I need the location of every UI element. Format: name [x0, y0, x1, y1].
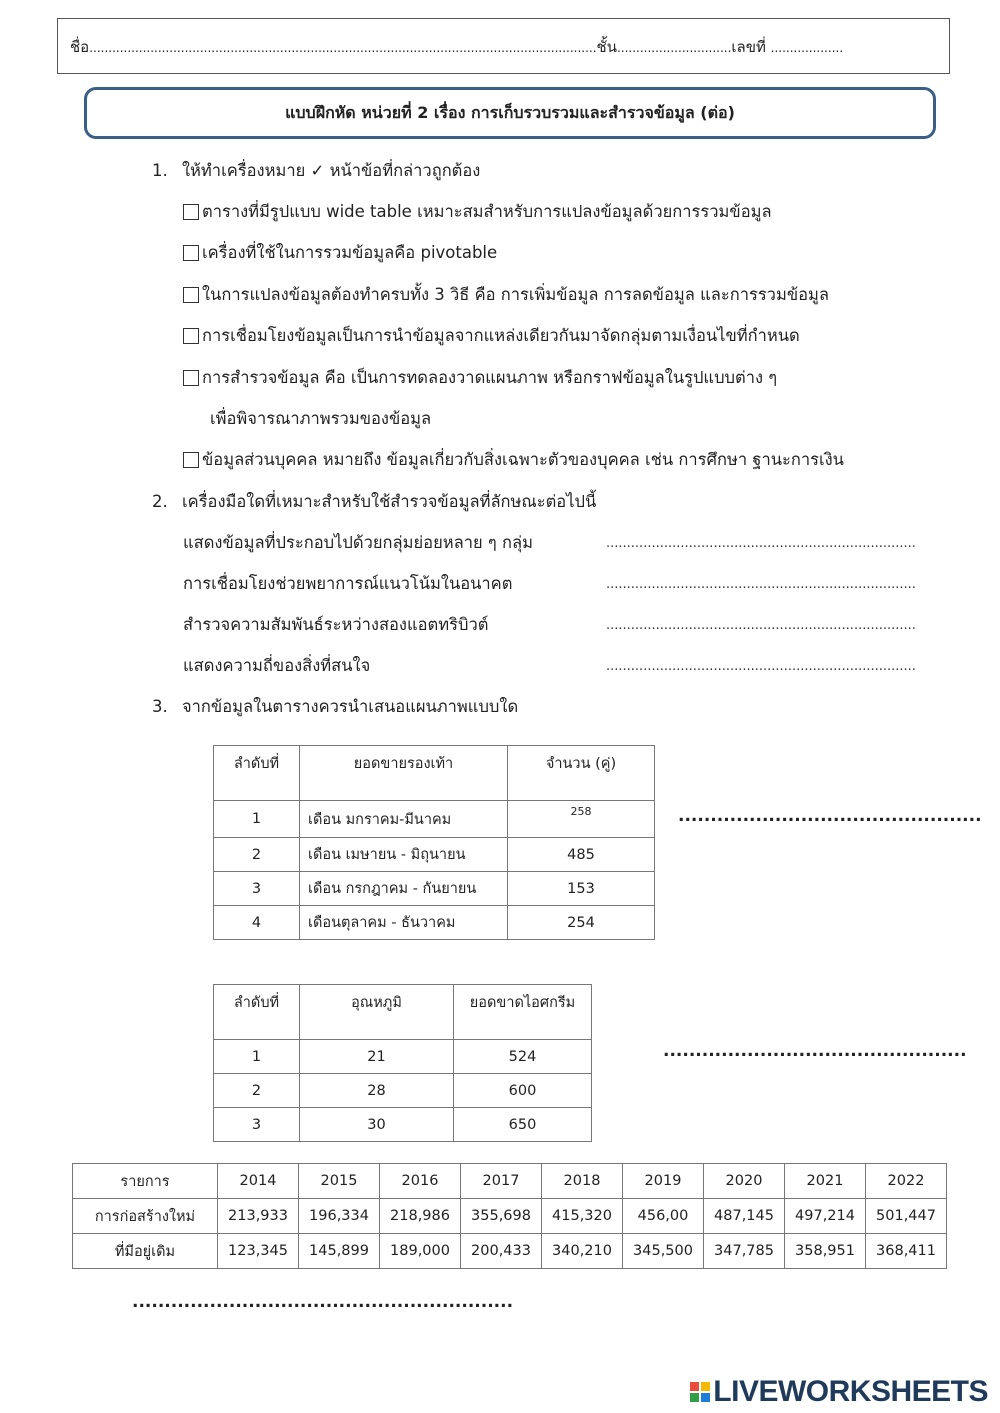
table-cell: 415,320: [542, 1199, 623, 1234]
table-cell: 28: [300, 1074, 454, 1108]
table-cell: 524: [454, 1040, 592, 1074]
logo-square: [690, 1393, 699, 1402]
question-2-number: 2.: [152, 492, 168, 511]
table-header: 2015: [299, 1164, 380, 1199]
logo-square: [690, 1382, 699, 1391]
logo-icon: [690, 1382, 710, 1402]
table-cell: 189,000: [380, 1234, 461, 1269]
table-cell: 368,411: [866, 1234, 947, 1269]
logo-square: [701, 1382, 710, 1391]
table-cell: 3: [214, 872, 300, 906]
table-cell: 340,210: [542, 1234, 623, 1269]
table-header-row: [214, 985, 592, 1040]
table-row: [214, 872, 655, 906]
q1-item-2-text: เครื่องที่ใช้ในการรวมข้อมูลคือ pivotable: [202, 243, 498, 262]
liveworksheets-logo: [690, 1375, 988, 1409]
table-cell: 2: [214, 1074, 300, 1108]
q1-item-4-text: การเชื่อมโยงข้อมูลเป็นการนำข้อมูลจากแหล่งเดียวกันมาจัดกลุ่มตามเงื่อนไขที่กำหนด: [202, 326, 800, 345]
question-3: [152, 694, 518, 720]
table-cell: 347,785: [704, 1234, 785, 1269]
q1-item-3: [183, 282, 829, 308]
question-2-prompt: เครื่องมือใดที่เหมาะสำหรับใช้สำรวจข้อมูลที่ลักษณะต่อไปนี้: [182, 492, 597, 511]
q1-item-3-text: ในการแปลงข้อมูลต้องทำครบทั้ง 3 วิธี คือ การเพิ่มข้อมูล การลดข้อมูล และการรวมข้อมูล: [202, 285, 829, 304]
table-cell: 485: [508, 838, 655, 872]
number-label: เลขที่: [731, 38, 766, 56]
worksheet-title: [84, 87, 936, 139]
shoe-sales-table: [213, 745, 655, 940]
table-row: [214, 801, 655, 838]
table-row: [214, 1040, 592, 1074]
table-cell: 2: [214, 838, 300, 872]
table-cell: 1: [214, 1040, 300, 1074]
question-2: [152, 489, 596, 515]
checkbox-6[interactable]: [183, 452, 199, 468]
class-field[interactable]: ..............................: [616, 41, 732, 55]
table-row: [73, 1234, 947, 1269]
table-cell: 153: [508, 872, 655, 906]
table-cell: 218,986: [380, 1199, 461, 1234]
table-cell: 345,500: [623, 1234, 704, 1269]
q1-item-6-text: ข้อมูลส่วนบุคคล หมายถึง ข้อมูลเกี่ยวกับสิ่งเฉพาะตัวของบุคคล เช่น การศึกษา ฐานะการเงิน: [202, 450, 844, 469]
q2-answer-4[interactable]: ...........................................................................: [606, 659, 916, 674]
table-cell: 650: [454, 1108, 592, 1142]
table-cell: 487,145: [704, 1199, 785, 1234]
table-cell: 21: [300, 1040, 454, 1074]
table-cell: 123,345: [218, 1234, 299, 1269]
q2-item-2: การเชื่อมโยงช่วยพยาการณ์แนวโน้มในอนาคต: [183, 574, 513, 593]
q1-item-5-text: การสำรวจข้อมูล คือ เป็นการทดลองวาดแผนภาพ หรือกราฟข้อมูลในรูปแบบต่าง ๆ: [202, 368, 778, 387]
table-cell: 213,933: [218, 1199, 299, 1234]
table-cell: 4: [214, 906, 300, 940]
table-header: ลำดับที่: [214, 746, 300, 801]
table-header-row: [73, 1164, 947, 1199]
q1-item-5: [183, 365, 777, 391]
table-header: อุณหภูมิ: [300, 985, 454, 1040]
table-header: ยอดขายรองเท้า: [300, 746, 508, 801]
table-header: รายการ: [73, 1164, 218, 1199]
q2-answer-3[interactable]: ...........................................................................: [606, 618, 916, 633]
q3-answer-3[interactable]: ...........................................................: [132, 1292, 514, 1312]
q1-item-5-continuation: เพื่อพิจารณาภาพรวมของข้อมูล: [210, 409, 432, 428]
q1-item-1: [183, 199, 772, 225]
question-3-prompt: จากข้อมูลในตารางควรนำเสนอแผนภาพแบบใด: [182, 697, 519, 716]
table-cell: 196,334: [299, 1199, 380, 1234]
table-cell: เดือน กรกฎาคม - กันยายน: [300, 872, 508, 906]
table-row: [214, 1074, 592, 1108]
q1-item-2: [183, 240, 497, 266]
table-header: 2016: [380, 1164, 461, 1199]
table-cell: ที่มีอยู่เดิม: [73, 1234, 218, 1269]
table-header: 2017: [461, 1164, 542, 1199]
table-cell: 456,00: [623, 1199, 704, 1234]
checkbox-1[interactable]: [183, 204, 199, 220]
question-1-prompt: ให้ทำเครื่องหมาย ✓ หน้าข้อที่กล่าวถูกต้อง: [182, 161, 481, 180]
title-text: แบบฝึกหัด หน่วยที่ 2 เรื่อง การเก็บรวบรวมและสำรวจข้อมูล (ต่อ): [285, 102, 735, 122]
table-row: [214, 838, 655, 872]
table-cell: 254: [508, 906, 655, 940]
class-label: ชั้น: [596, 38, 617, 56]
name-field[interactable]: .....................................................................................................................................: [89, 41, 597, 55]
q1-item-1-text: ตารางที่มีรูปแบบ wide table เหมาะสมสำหรับการแปลงข้อมูลด้วยการรวมข้อมูล: [202, 202, 772, 221]
table-header: 2014: [218, 1164, 299, 1199]
table-header: 2021: [785, 1164, 866, 1199]
table-header-row: [214, 746, 655, 801]
table-cell: 600: [454, 1074, 592, 1108]
q2-item-1: แสดงข้อมูลที่ประกอบไปด้วยกลุ่มย่อยหลาย ๆ กลุ่ม: [183, 533, 533, 552]
icecream-sales-table: [213, 984, 592, 1142]
question-1-number: 1.: [152, 161, 168, 180]
q2-item-3: สำรวจความสัมพันธ์ระหว่างสองแอตทริบิวต์: [183, 615, 489, 634]
logo-square: [701, 1393, 710, 1402]
table-cell: 3: [214, 1108, 300, 1142]
table-cell: การก่อสร้างใหม่: [73, 1199, 218, 1234]
checkbox-2[interactable]: [183, 245, 199, 261]
table-row: [73, 1199, 947, 1234]
checkbox-4[interactable]: [183, 328, 199, 344]
table-header: ยอดขาดไอศกรีม: [454, 985, 592, 1040]
logo-text: LIVEWORKSHEETS: [713, 1375, 988, 1408]
table-header: 2022: [866, 1164, 947, 1199]
checkbox-3[interactable]: [183, 287, 199, 303]
table-header: 2018: [542, 1164, 623, 1199]
table-cell: 497,214: [785, 1199, 866, 1234]
table-cell: 501,447: [866, 1199, 947, 1234]
table-cell: 30: [300, 1108, 454, 1142]
table-cell: 1: [214, 801, 300, 838]
q2-item-4: แสดงความถี่ของสิ่งที่สนใจ: [183, 656, 371, 675]
table-cell: 355,698: [461, 1199, 542, 1234]
q2-answer-2[interactable]: ...........................................................................: [606, 577, 916, 592]
q3-answer-2[interactable]: ...............................................: [663, 1041, 967, 1061]
student-info-line: [70, 35, 843, 59]
table-cell: เดือน มกราคม-มีนาคม: [300, 801, 508, 838]
table-header: ลำดับที่: [214, 985, 300, 1040]
checkbox-5[interactable]: [183, 370, 199, 386]
construction-table: [72, 1163, 947, 1269]
q3-answer-1[interactable]: ...............................................: [678, 806, 982, 826]
table-cell: 200,433: [461, 1234, 542, 1269]
table-row: [214, 1108, 592, 1142]
name-label: ชื่อ: [70, 38, 90, 56]
table-cell: 358,951: [785, 1234, 866, 1269]
table-cell: เดือน เมษายน - มิถุนายน: [300, 838, 508, 872]
table-cell: 145,899: [299, 1234, 380, 1269]
q1-item-6: [183, 447, 844, 473]
student-info-box: [57, 18, 950, 74]
table-cell: 258: [508, 801, 655, 838]
table-header: 2019: [623, 1164, 704, 1199]
number-field[interactable]: ...................: [770, 41, 844, 55]
table-cell: เดือนตุลาคม - ธันวาคม: [300, 906, 508, 940]
table-header: จำนวน (คู่): [508, 746, 655, 801]
q1-item-4: [183, 323, 800, 349]
question-3-number: 3.: [152, 697, 168, 716]
question-1: [152, 158, 480, 184]
table-header: 2020: [704, 1164, 785, 1199]
q2-answer-1[interactable]: ...........................................................................: [606, 536, 916, 551]
table-row: [214, 906, 655, 940]
